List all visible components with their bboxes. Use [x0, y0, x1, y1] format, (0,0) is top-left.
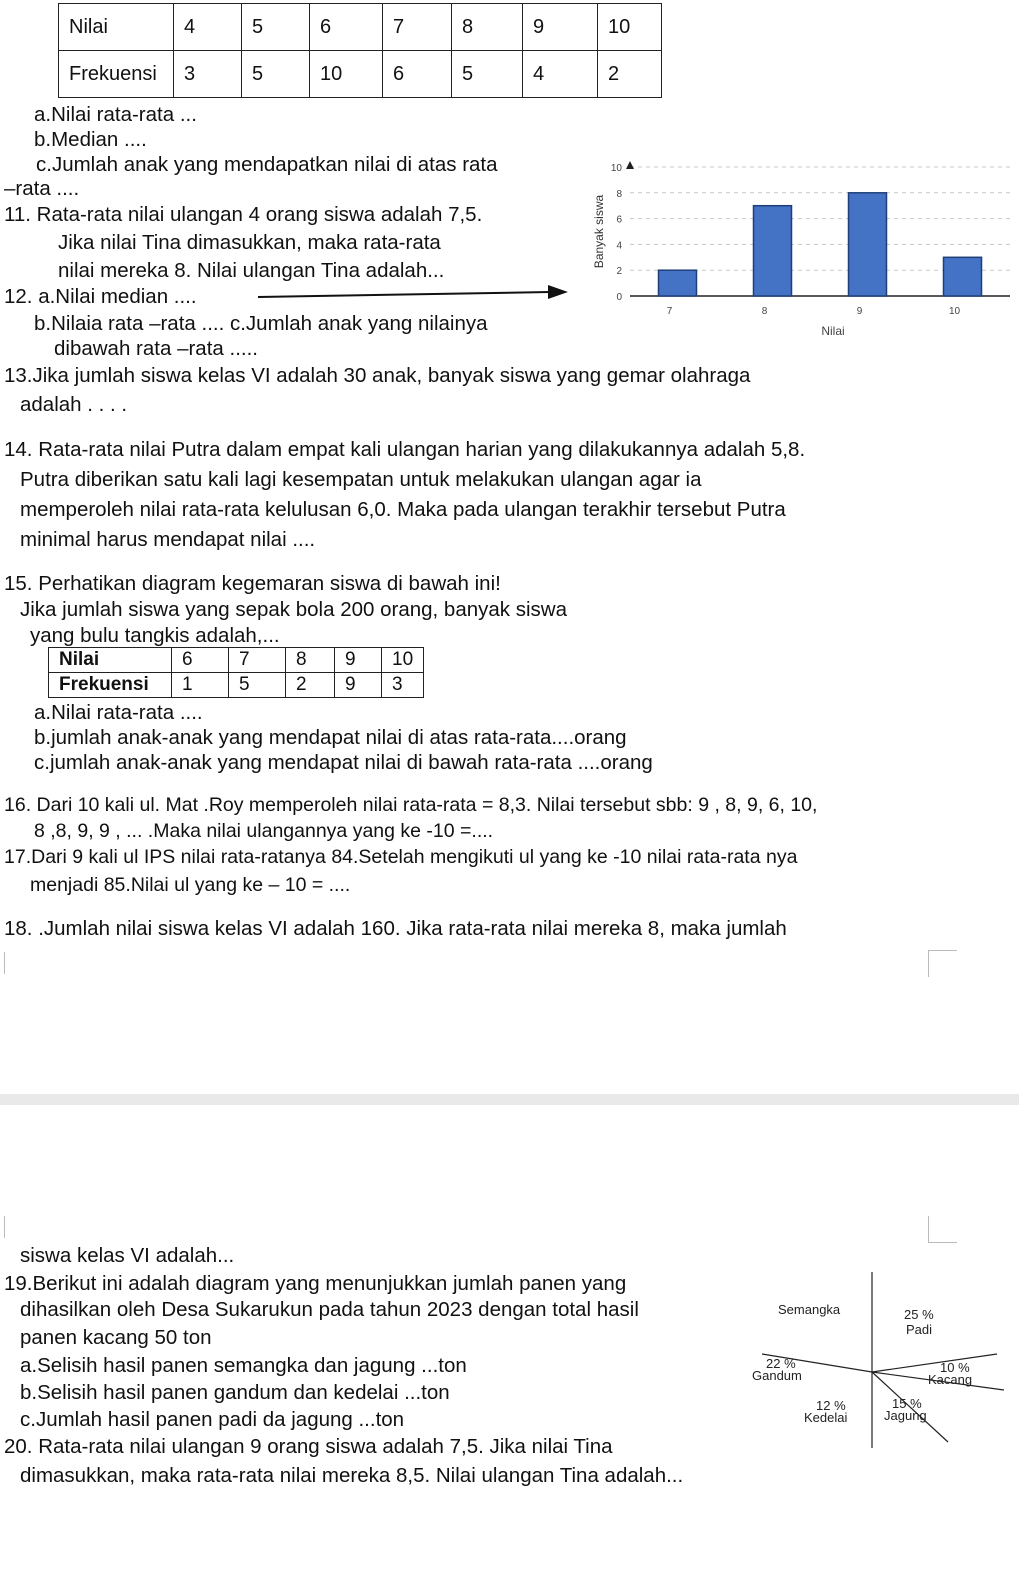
frequency-table-2 [48, 647, 424, 698]
page-corner-mark [4, 1216, 6, 1238]
question-14: 14. Rata-rata nilai Putra dalam empat kali ulangan harian yang dilakukannya adalah 5,8. [4, 438, 806, 461]
table-cell: 10 [598, 4, 662, 51]
pie-label-padi: Padi [906, 1322, 933, 1337]
frequency-table-1 [58, 3, 662, 98]
pie-label-kacang: Kacang [928, 1372, 973, 1387]
question-text: –rata .... [4, 177, 80, 200]
table-cell: 2 [286, 673, 335, 698]
question-16: 16. Dari 10 kali ul. Mat .Roy memperoleh nilai rata-rata = 8,3. Nilai tersebut sbb: 9 , 8, 9, 6, 10, [4, 794, 818, 816]
table-cell: 10 [310, 51, 383, 98]
pie-value-jagung: 15 % [892, 1396, 922, 1411]
question-text: minimal harus mendapat nilai .... [20, 528, 316, 551]
pie-label-semangka: Semangka [778, 1302, 841, 1317]
y-tick-label: 2 [616, 266, 622, 278]
pie-value-padi: 25 % [904, 1307, 934, 1322]
pie-value-gandum: 22 % [766, 1356, 796, 1371]
table-cell: 2 [598, 51, 662, 98]
table-cell: Frekuensi [59, 51, 174, 98]
table-cell: 5 [242, 4, 310, 51]
table-cell: Frekuensi [49, 673, 172, 698]
table-cell: Nilai [59, 4, 174, 51]
table-cell: 8 [286, 648, 335, 673]
question-text: b.Median .... [34, 128, 147, 151]
question-text: Jika jumlah siswa yang sepak bola 200 orang, banyak siswa [20, 598, 567, 621]
table-cell: 7 [383, 4, 452, 51]
table-row [49, 648, 424, 673]
bar [944, 257, 982, 296]
pie-label-kedelai: Kedelai [804, 1410, 848, 1425]
table-row [59, 51, 662, 98]
table-row [49, 673, 424, 698]
table-cell: 4 [174, 4, 242, 51]
question-text: dibawah rata –rata ..... [54, 337, 258, 360]
table-cell: Nilai [49, 648, 172, 673]
question-20: 20. Rata-rata nilai ulangan 9 orang siswa adalah 7,5. Jika nilai Tina [4, 1435, 613, 1458]
page-corner-mark [4, 952, 6, 974]
table-cell: 5 [229, 673, 286, 698]
question-text: siswa kelas VI adalah... [20, 1244, 235, 1267]
bar [659, 270, 697, 296]
pie-value-kacang: 10 % [940, 1360, 970, 1375]
question-text: a.Nilai rata-rata .... [34, 701, 203, 724]
y-axis-arrow [626, 161, 634, 169]
question-11: 11. Rata-rata nilai ulangan 4 orang siswa adalah 7,5. [4, 203, 483, 226]
table-cell: 3 [174, 51, 242, 98]
x-tick-label: 10 [948, 306, 961, 317]
table-cell: 5 [242, 51, 310, 98]
page-corner-mark [928, 1216, 957, 1243]
table-cell: 5 [452, 51, 523, 98]
question-text: Putra diberikan satu kali lagi kesempatan untuk melakukan ulangan agar ia [20, 468, 702, 491]
y-tick-label: 4 [616, 240, 622, 252]
table-cell: 7 [229, 648, 286, 673]
table-cell: 4 [523, 51, 598, 98]
table-cell: 6 [383, 51, 452, 98]
table-cell: 10 [382, 648, 424, 673]
table-cell: 9 [523, 4, 598, 51]
table-cell: 8 [452, 4, 523, 51]
slice-divider [872, 1354, 997, 1372]
y-tick-label: 6 [616, 214, 622, 226]
table-cell: 9 [335, 673, 382, 698]
bar [849, 193, 887, 296]
page-break-band [0, 1094, 1019, 1105]
table-cell: 3 [382, 673, 424, 698]
question-text: dihasilkan oleh Desa Sukarukun pada tahun 2023 dengan total hasil [20, 1298, 639, 1321]
question-text: a.Selisih hasil panen semangka dan jagung ...ton [20, 1354, 467, 1377]
question-text: adalah . . . . [20, 393, 128, 416]
question-text: nilai mereka 8. Nilai ulangan Tina adalah... [58, 259, 445, 282]
question-text: b.Selisih hasil panen gandum dan kedelai ...ton [20, 1381, 450, 1404]
y-tick-label: 8 [616, 188, 622, 200]
table-row [59, 4, 662, 51]
question-text: b.jumlah anak-anak yang mendapat nilai di atas rata-rata....orang [34, 726, 627, 749]
question-text: panen kacang 50 ton [20, 1326, 212, 1349]
question-12: 12. a.Nilai median .... [4, 285, 197, 308]
x-tick-label: 7 [666, 306, 673, 317]
pie-label-gandum: Gandum [752, 1368, 802, 1383]
question-text: 8 ,8, 9, 9 , ... .Maka nilai ulangannya yang ke -10 =.... [34, 820, 494, 842]
question-text: dimasukkan, maka rata-rata nilai mereka 8,5. Nilai ulangan Tina adalah... [20, 1464, 684, 1487]
arrow-icon [258, 283, 570, 303]
bar [754, 206, 792, 296]
question-text: a.Nilai rata-rata ... [34, 103, 197, 126]
x-axis-label: Nilai [821, 324, 845, 338]
pie-value-kedelai: 12 % [816, 1398, 846, 1413]
bar-chart [585, 155, 1015, 345]
x-tick-label: 9 [856, 306, 863, 317]
table-cell: 6 [172, 648, 229, 673]
question-text: memperoleh nilai rata-rata kelulusan 6,0. Maka pada ulangan terakhir tersebut Putra [20, 498, 786, 521]
question-text: menjadi 85.Nilai ul yang ke – 10 = .... [30, 874, 351, 896]
table-cell: 1 [172, 673, 229, 698]
table-cell: 6 [310, 4, 383, 51]
question-text: c.Jumlah hasil panen padi da jagung ...ton [20, 1408, 405, 1431]
question-18: 18. .Jumlah nilai siswa kelas VI adalah 160. Jika rata-rata nilai mereka 8, maka jumlah [4, 917, 787, 940]
question-text: b.Nilaia rata –rata .... c.Jumlah anak yang nilainya [34, 312, 488, 335]
question-text: Jika nilai Tina dimasukkan, maka rata-rata [58, 231, 441, 254]
pie-label-jagung: Jagung [884, 1408, 927, 1423]
y-axis-label: Banyak siswa [592, 194, 606, 269]
question-19: 19.Berikut ini adalah diagram yang menunjukkan jumlah panen yang [4, 1272, 627, 1295]
page-corner-mark [928, 950, 957, 977]
question-text: yang bulu tangkis adalah,... [30, 624, 280, 647]
pie-chart [742, 1272, 1012, 1450]
table-cell: 9 [335, 648, 382, 673]
y-tick-label: 0 [616, 292, 622, 303]
question-text: c.jumlah anak-anak yang mendapat nilai di bawah rata-rata ....orang [34, 751, 653, 774]
question-13: 13.Jika jumlah siswa kelas VI adalah 30 anak, banyak siswa yang gemar olahraga [4, 364, 751, 387]
question-text: c.Jumlah anak yang mendapatkan nilai di atas rata [36, 153, 498, 176]
question-15: 15. Perhatikan diagram kegemaran siswa di bawah ini! [4, 572, 501, 595]
x-tick-label: 8 [761, 306, 768, 317]
question-17: 17.Dari 9 kali ul IPS nilai rata-ratanya 84.Setelah mengikuti ul yang ke -10 nilai rata-rata nya [4, 846, 798, 868]
y-tick-label: 10 [610, 163, 622, 174]
